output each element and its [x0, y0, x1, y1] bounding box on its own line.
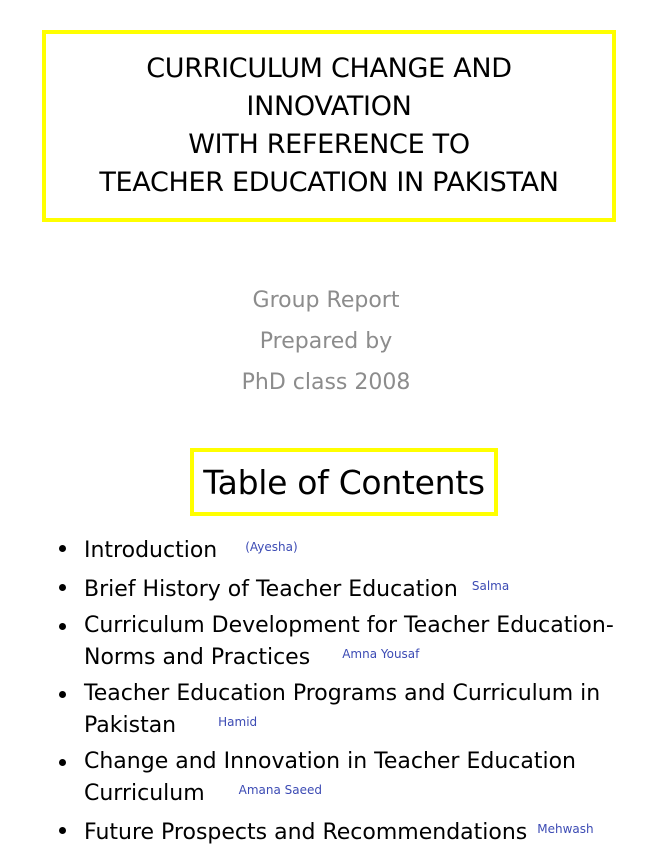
bullet-icon	[59, 584, 66, 591]
title-line: INNOVATION	[246, 91, 412, 122]
title-line: CURRICULUM CHANGE AND	[146, 53, 512, 84]
bullet-icon	[59, 623, 66, 630]
toc-heading: Table of Contents	[203, 462, 485, 502]
toc-list	[56, 533, 656, 854]
presenter-name: Mehwash	[537, 822, 594, 836]
presenter-name: Amana Saeed	[238, 783, 323, 797]
toc-item-line: Teacher Education Programs and Curriculum in	[84, 681, 601, 706]
toc-item-line: Curriculum Development for Teacher Education-	[84, 613, 614, 638]
toc-item	[56, 747, 656, 808]
presenter-name: Salma	[471, 579, 510, 593]
toc-item	[56, 815, 656, 847]
toc-heading-box	[190, 448, 498, 516]
bullet-icon	[59, 759, 66, 766]
toc-item-line: Future Prospects and Recommendations $^{Mehwash}$	[84, 820, 594, 845]
toc-item-line: Norms and Practices $^{Amna Yousaf}$	[84, 645, 420, 670]
presenter-name: Hamid	[218, 715, 258, 729]
subtitle-block	[0, 280, 652, 403]
title-line: TEACHER EDUCATION IN PAKISTAN	[99, 167, 559, 198]
presenter-name: Amna Yousaf	[342, 647, 420, 661]
toc-item	[56, 572, 656, 604]
subtitle-line: PhD class 2008	[241, 370, 411, 395]
toc-item-line: Pakistan $^{Hamid}$	[84, 713, 258, 738]
bullet-icon	[59, 545, 66, 552]
subtitle-line: Group Report	[252, 288, 400, 313]
bullet-icon	[59, 691, 66, 698]
toc-item	[56, 533, 656, 565]
toc-item	[56, 679, 656, 740]
toc-item-line: Introduction $^{(Ayesha)}$	[84, 538, 298, 563]
presenter-name: (Ayesha)	[245, 540, 298, 554]
bullet-icon	[59, 827, 66, 834]
subtitle-line: Prepared by	[259, 329, 393, 354]
toc-item-line: Change and Innovation in Teacher Education	[84, 749, 576, 774]
title-line: WITH REFERENCE TO	[188, 129, 470, 160]
toc-item	[56, 611, 656, 672]
toc-item-line: Brief History of Teacher Education $^{Salma}$	[84, 577, 510, 602]
toc-item-line: Curriculum $^{Amana Saeed}$	[84, 781, 323, 806]
title-box	[42, 30, 616, 222]
